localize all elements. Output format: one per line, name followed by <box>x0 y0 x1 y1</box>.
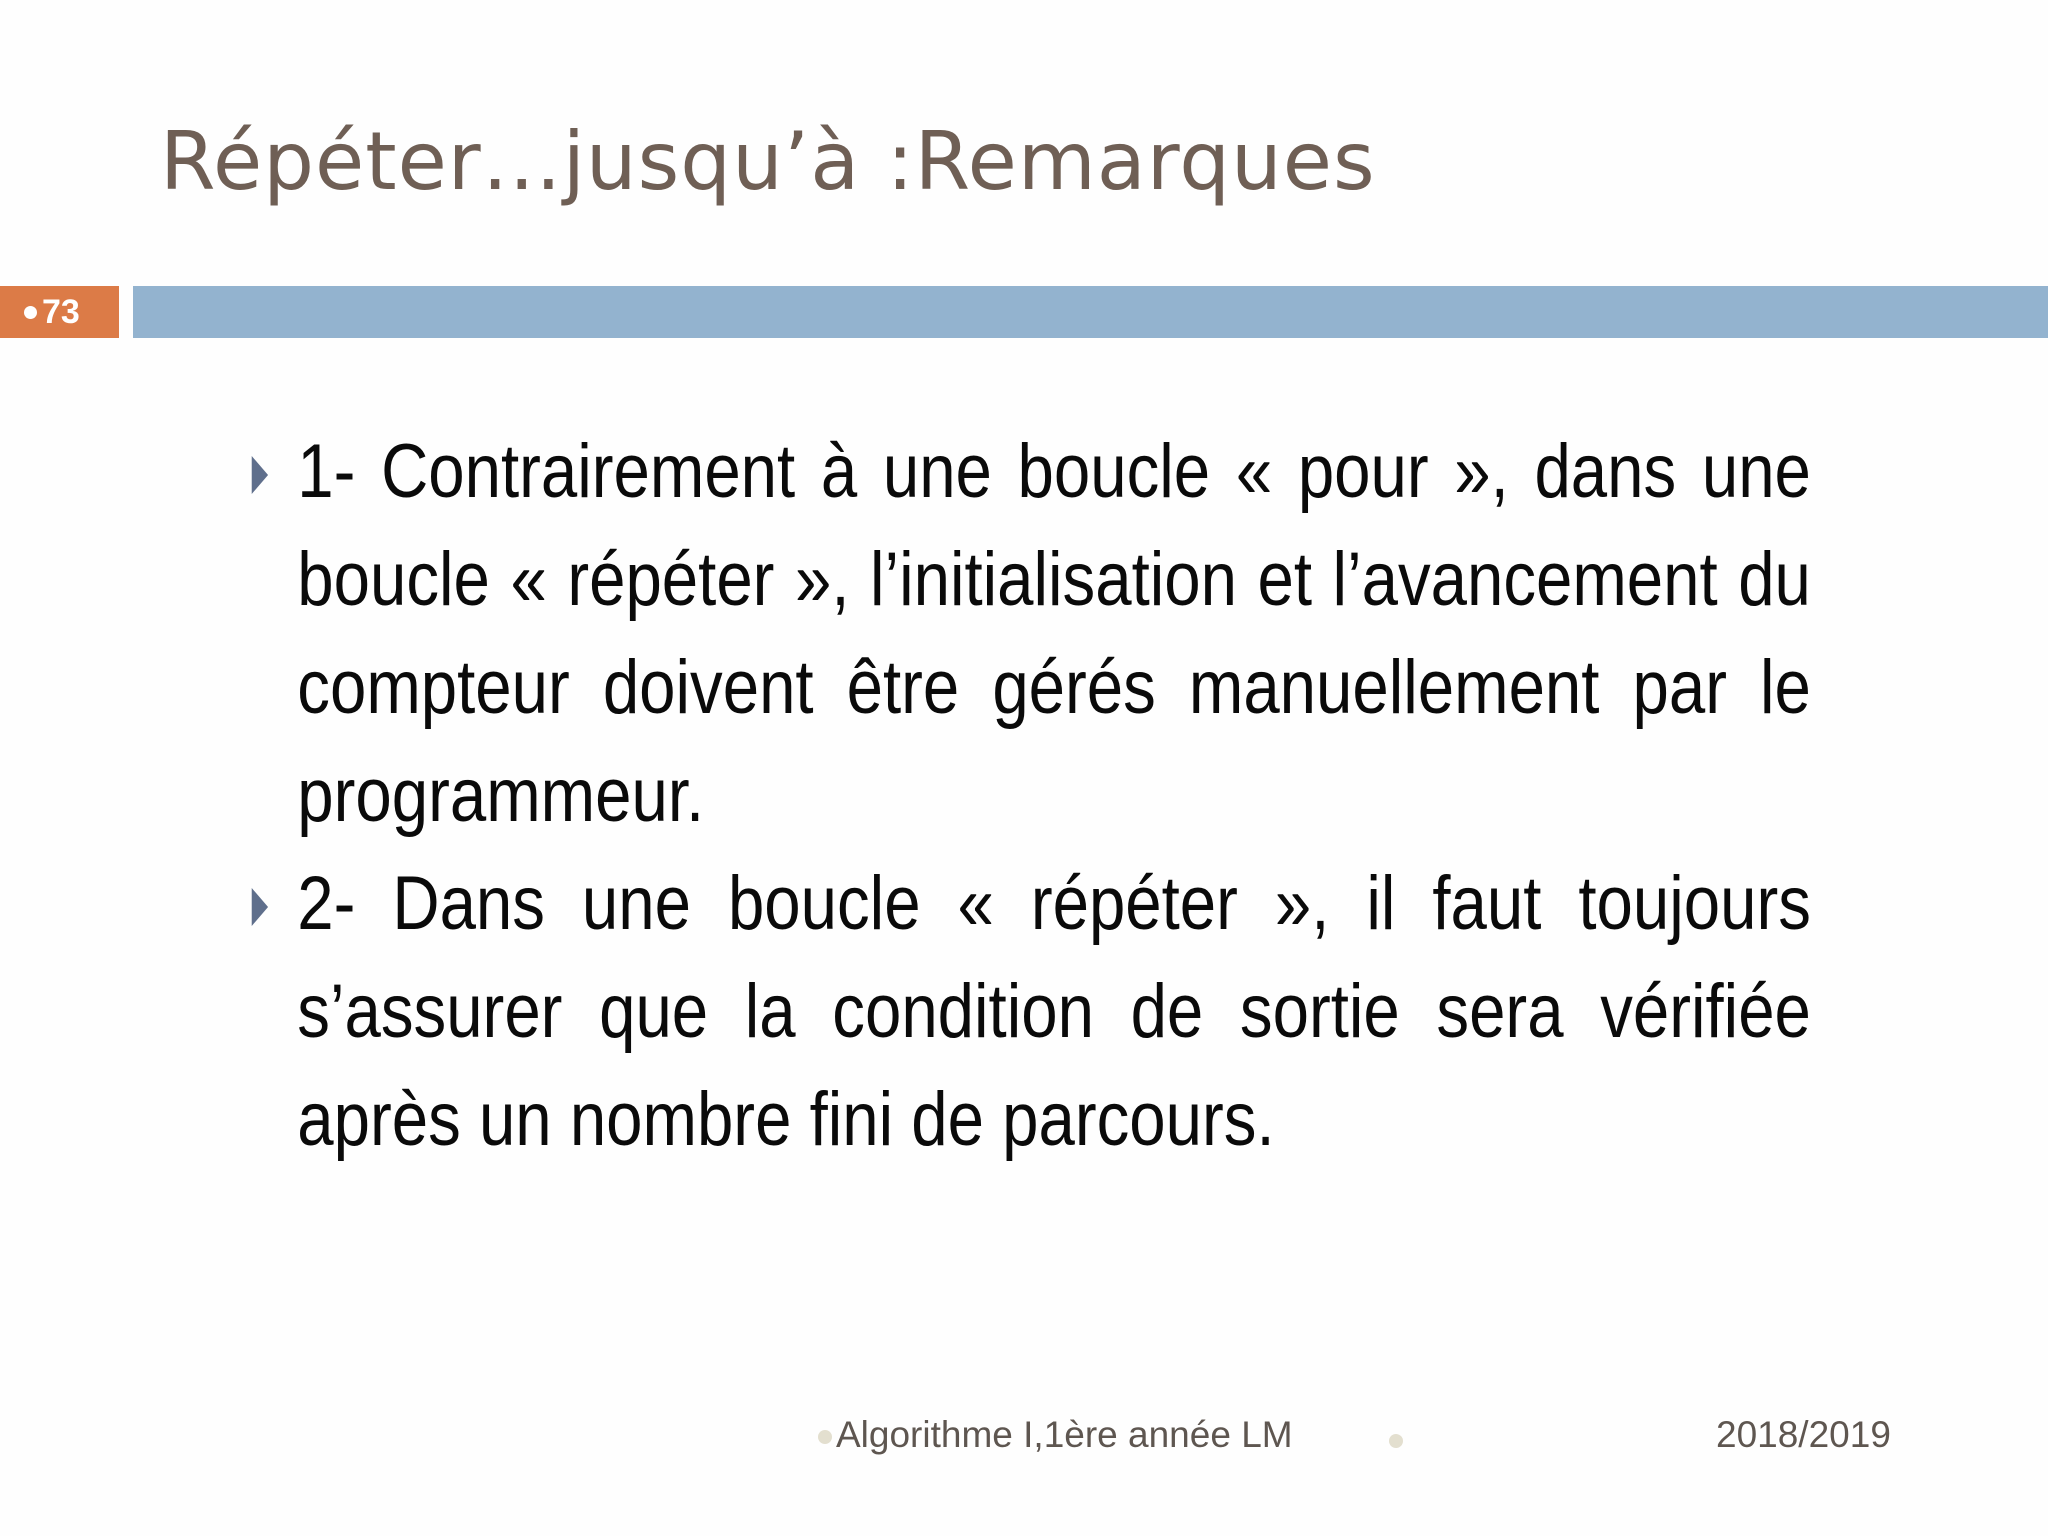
footer-separator-dot-icon <box>1389 1434 1403 1448</box>
bullet-text: 1- Contrairement à une boucle « pour », dans une boucle « répéter », l’initialisation et l’avancement du compteur doivent être gérés manuellement par le programmeur. <box>297 429 1811 838</box>
slide-content <box>250 418 1810 1174</box>
footer-date: 2018/2019 <box>1716 1414 1891 1455</box>
triangle-bullet-icon <box>252 456 268 494</box>
slide-number: 73 <box>42 293 80 331</box>
footer-dot-icon <box>818 1430 832 1444</box>
header-bar <box>133 286 2048 338</box>
footer-course <box>818 1414 1293 1456</box>
bullet-text: 2- Dans une boucle « répéter », il faut toujours s’assurer que la condition de sortie sera vérifiée après un nombre fini de parcours. <box>297 861 1811 1162</box>
footer-course-text: Algorithme I,1ère année LM <box>836 1414 1293 1455</box>
bullet-item <box>250 850 1811 1174</box>
bullet-item <box>250 418 1811 850</box>
slide-number-badge <box>0 286 119 338</box>
bullet-dot-icon <box>24 306 37 319</box>
triangle-bullet-icon <box>252 888 268 926</box>
slide-title: Répéter…jusqu’à :Remarques <box>160 115 1376 208</box>
